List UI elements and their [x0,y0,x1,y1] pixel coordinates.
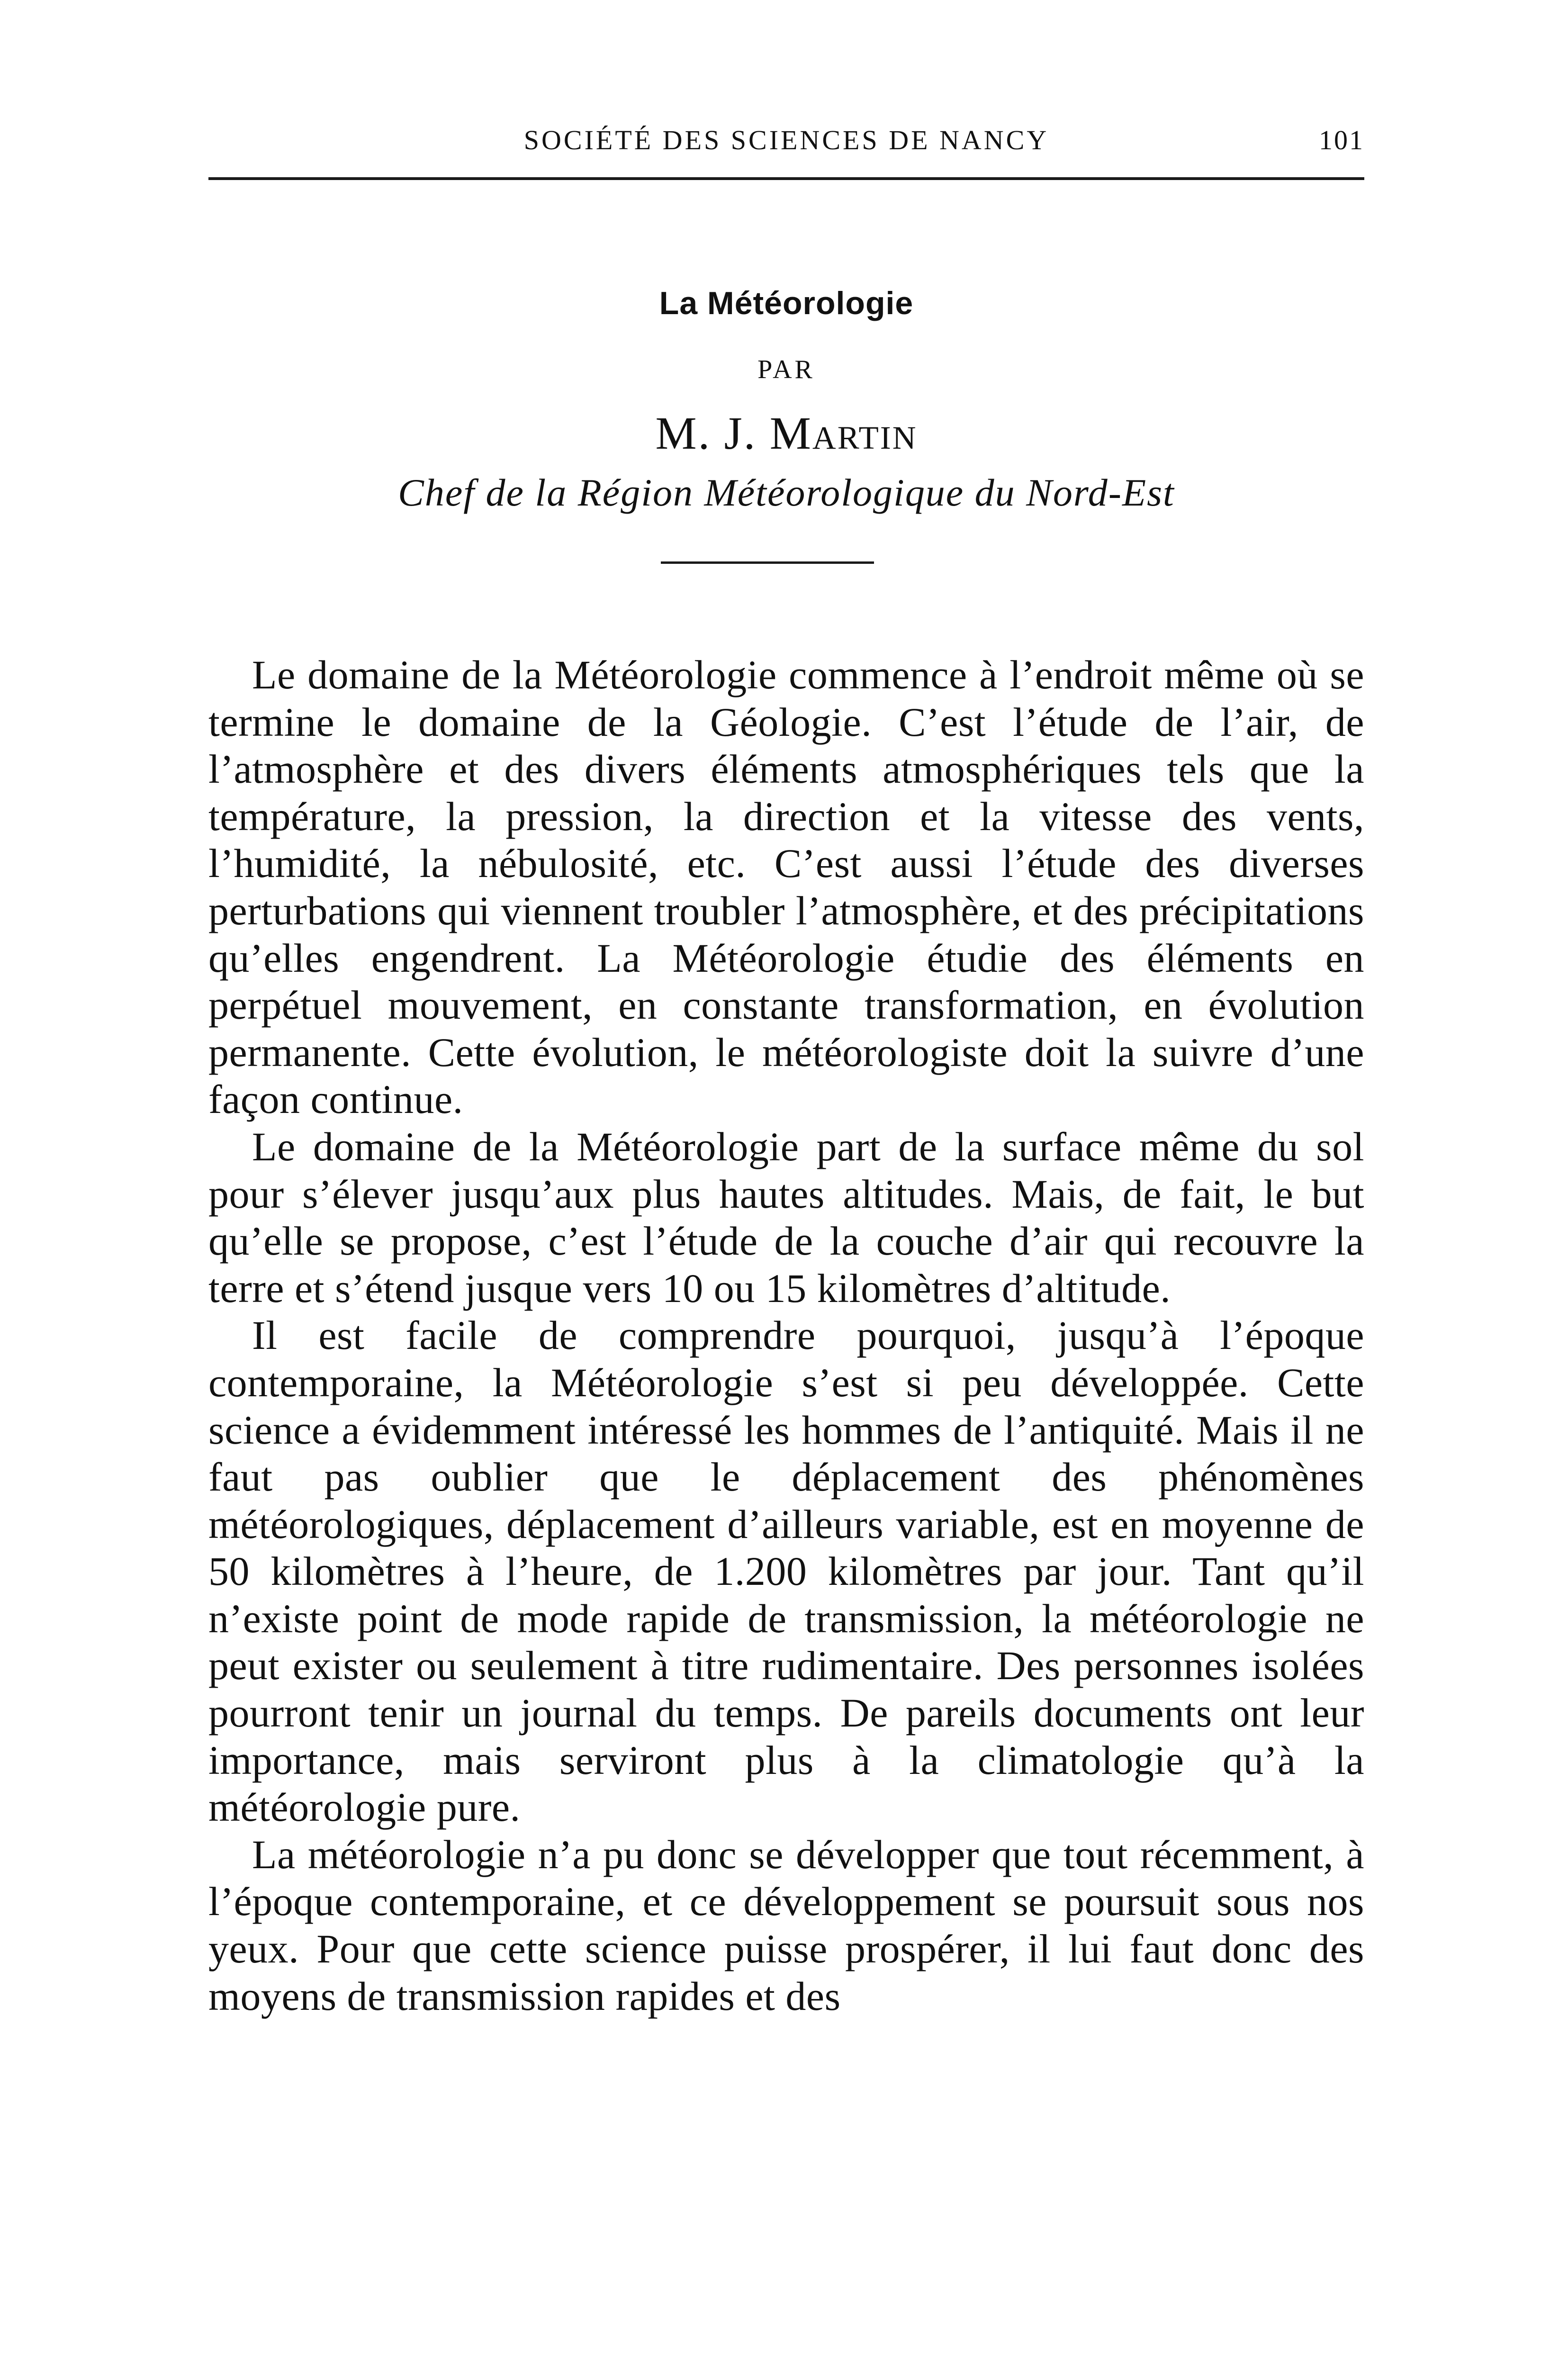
article-heading [208,275,1364,519]
page-number: 101 [1319,125,1364,155]
running-head [208,124,1364,162]
paragraph: Le domaine de la Météorologie part de la surface même du sol pour s’élever jusqu’aux plus hautes altitudes. Mais, de fait, le but qu’elle se propose, c’est l’étude de la couche d’air qui recouvre la terre et s’étend jusque vers 10 ou 15 kilomètres d’altitude. [208,1123,1364,1311]
article-body [208,651,1364,2020]
header-rule [208,177,1364,180]
paragraph: Le domaine de la Météorologie commence à l’endroit même où se termine le domaine de la Géologie. C’est l’étude de l’air, de l’atmosphère et des divers éléments atmosphériques tels que la température, la pression, la direction et la vitesse des vents, l’humidité, la nébulosité, etc. C’est aussi l’étude des diverses perturbations qui viennent troubler l’atmosphère, et des précipitations qu’elles engendrent. La Météorologie étudie des éléments en perpétuel mouvement, en constante transformation, en évolution permanente. Cette évolution, le météorologiste doit la suivre d’une façon continue. [208,652,1364,1122]
author-surname: Martin [769,408,918,459]
article-title: La Météorologie [659,285,914,321]
author-initials: M. J. [655,408,770,459]
running-head-title: SOCIÉTÉ DES SCIENCES DE NANCY [523,125,1049,155]
title-divider [661,561,874,564]
byline-label: PAR [757,355,815,384]
paragraph: La météorologie n’a pu donc se développer que tout récemment, à l’époque contemporaine, et ce développement se poursuit sous nos yeux. Pour que cette science puisse prospérer, il lui faut donc des moyens de transmission rapides et des [208,1831,1364,2019]
author-role: Chef de la Région Météorologique du Nord-Est [398,471,1175,514]
author-name [208,400,1364,467]
paragraph: Il est facile de comprendre pourquoi, jusqu’à l’époque contemporaine, la Météorologie s’est si peu développée. Cette science a évidemment intéressé les hommes de l’antiquité. Mais il ne faut pas oublier que le déplacement des phénomènes météorologiques, déplacement d’ailleurs variable, est en moyenne de 50 kilomètres à l’heure, de 1.200 kilomètres par jour. Tant qu’il n’existe point de mode rapide de transmission, la météorologie ne peut exister ou seulement à titre rudimentaire. Des personnes isolées pourront tenir un journal du temps. De pareils documents ont leur importance, mais serviront plus à la climatologie qu’à la météorologie pure. [208,1312,1364,1830]
